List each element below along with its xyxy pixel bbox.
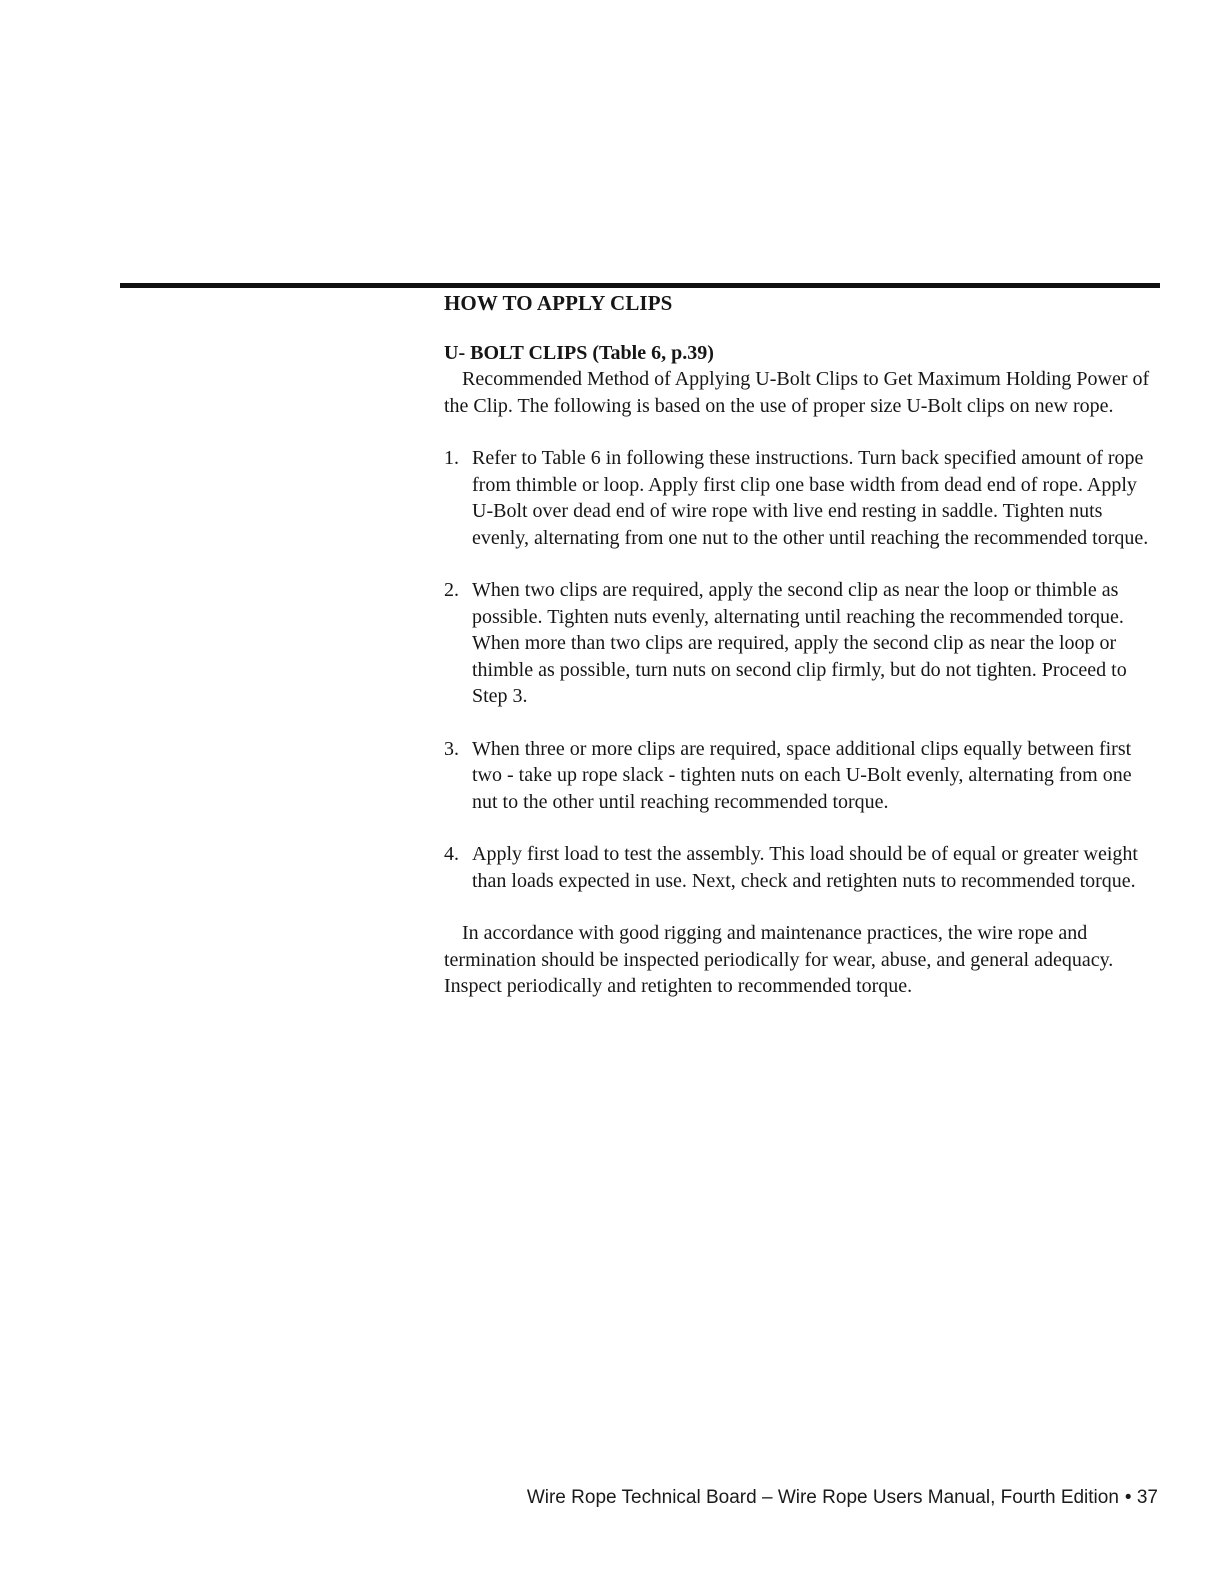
header-rule bbox=[120, 283, 1160, 288]
step-number: 1. bbox=[444, 447, 459, 469]
page-content bbox=[444, 290, 1156, 1000]
step-text: Apply first load to test the assembly. This load should be of equal or greater weight than loads expected in use. Next, check and retighten nuts to recommended torque. bbox=[472, 843, 1138, 892]
step-text: When two clips are required, apply the second clip as near the loop or thimble as possible. Tighten nuts evenly, alternating until reaching the recommended torque. When more than two clips are required, apply the second clip as near the loop or thimble as possible, turn nuts on second clip firmly, but do not tighten. Proceed to Step 3. bbox=[472, 579, 1127, 707]
ubolt-heading: U- BOLT CLIPS (Table 6, p.39) bbox=[444, 342, 714, 364]
step-number: 3. bbox=[444, 737, 459, 760]
step-item bbox=[444, 445, 1156, 551]
footer-text: Wire Rope Technical Board – Wire Rope Users Manual, Fourth Edition bbox=[526, 1487, 1119, 1508]
step-number: 2. bbox=[444, 579, 459, 601]
page-number: • 37 bbox=[1124, 1487, 1158, 1508]
step-text: Refer to Table 6 in following these instructions. Turn back specified amount of rope from thimble or loop. Apply first clip one base width from dead end of rope. Apply U-Bolt over dead end of wire rope with live end resting in saddle. Tighten nuts evenly, alternating from one nut to the other until reaching the recommended torque. bbox=[472, 447, 1149, 549]
ubolt-intro: Recommended Method of Applying U-Bolt Clips to Get Maximum Holding Power of the Clip. The following is based on the use of proper size U-Bolt clips on new rope. bbox=[444, 368, 1150, 417]
section-title: HOW TO APPLY CLIPS bbox=[444, 291, 673, 315]
step-text: When three or more clips are required, space additional clips equally between first two - take up rope slack - tighten nuts on each U-Bolt evenly, alternating from one nut to the other until reaching recommended torque. bbox=[472, 737, 1132, 813]
step-number: 4. bbox=[444, 843, 459, 865]
closing-paragraph: In accordance with good rigging and maintenance practices, the wire rope and termination should be inspected periodically for wear, abuse, and general adequacy. Inspect periodically and retighten to recommended torque. bbox=[444, 922, 1114, 997]
step-item bbox=[444, 577, 1156, 710]
steps-list bbox=[444, 445, 1156, 894]
page-footer bbox=[527, 1486, 1158, 1510]
step-item bbox=[444, 841, 1156, 894]
step-item bbox=[444, 736, 1156, 816]
